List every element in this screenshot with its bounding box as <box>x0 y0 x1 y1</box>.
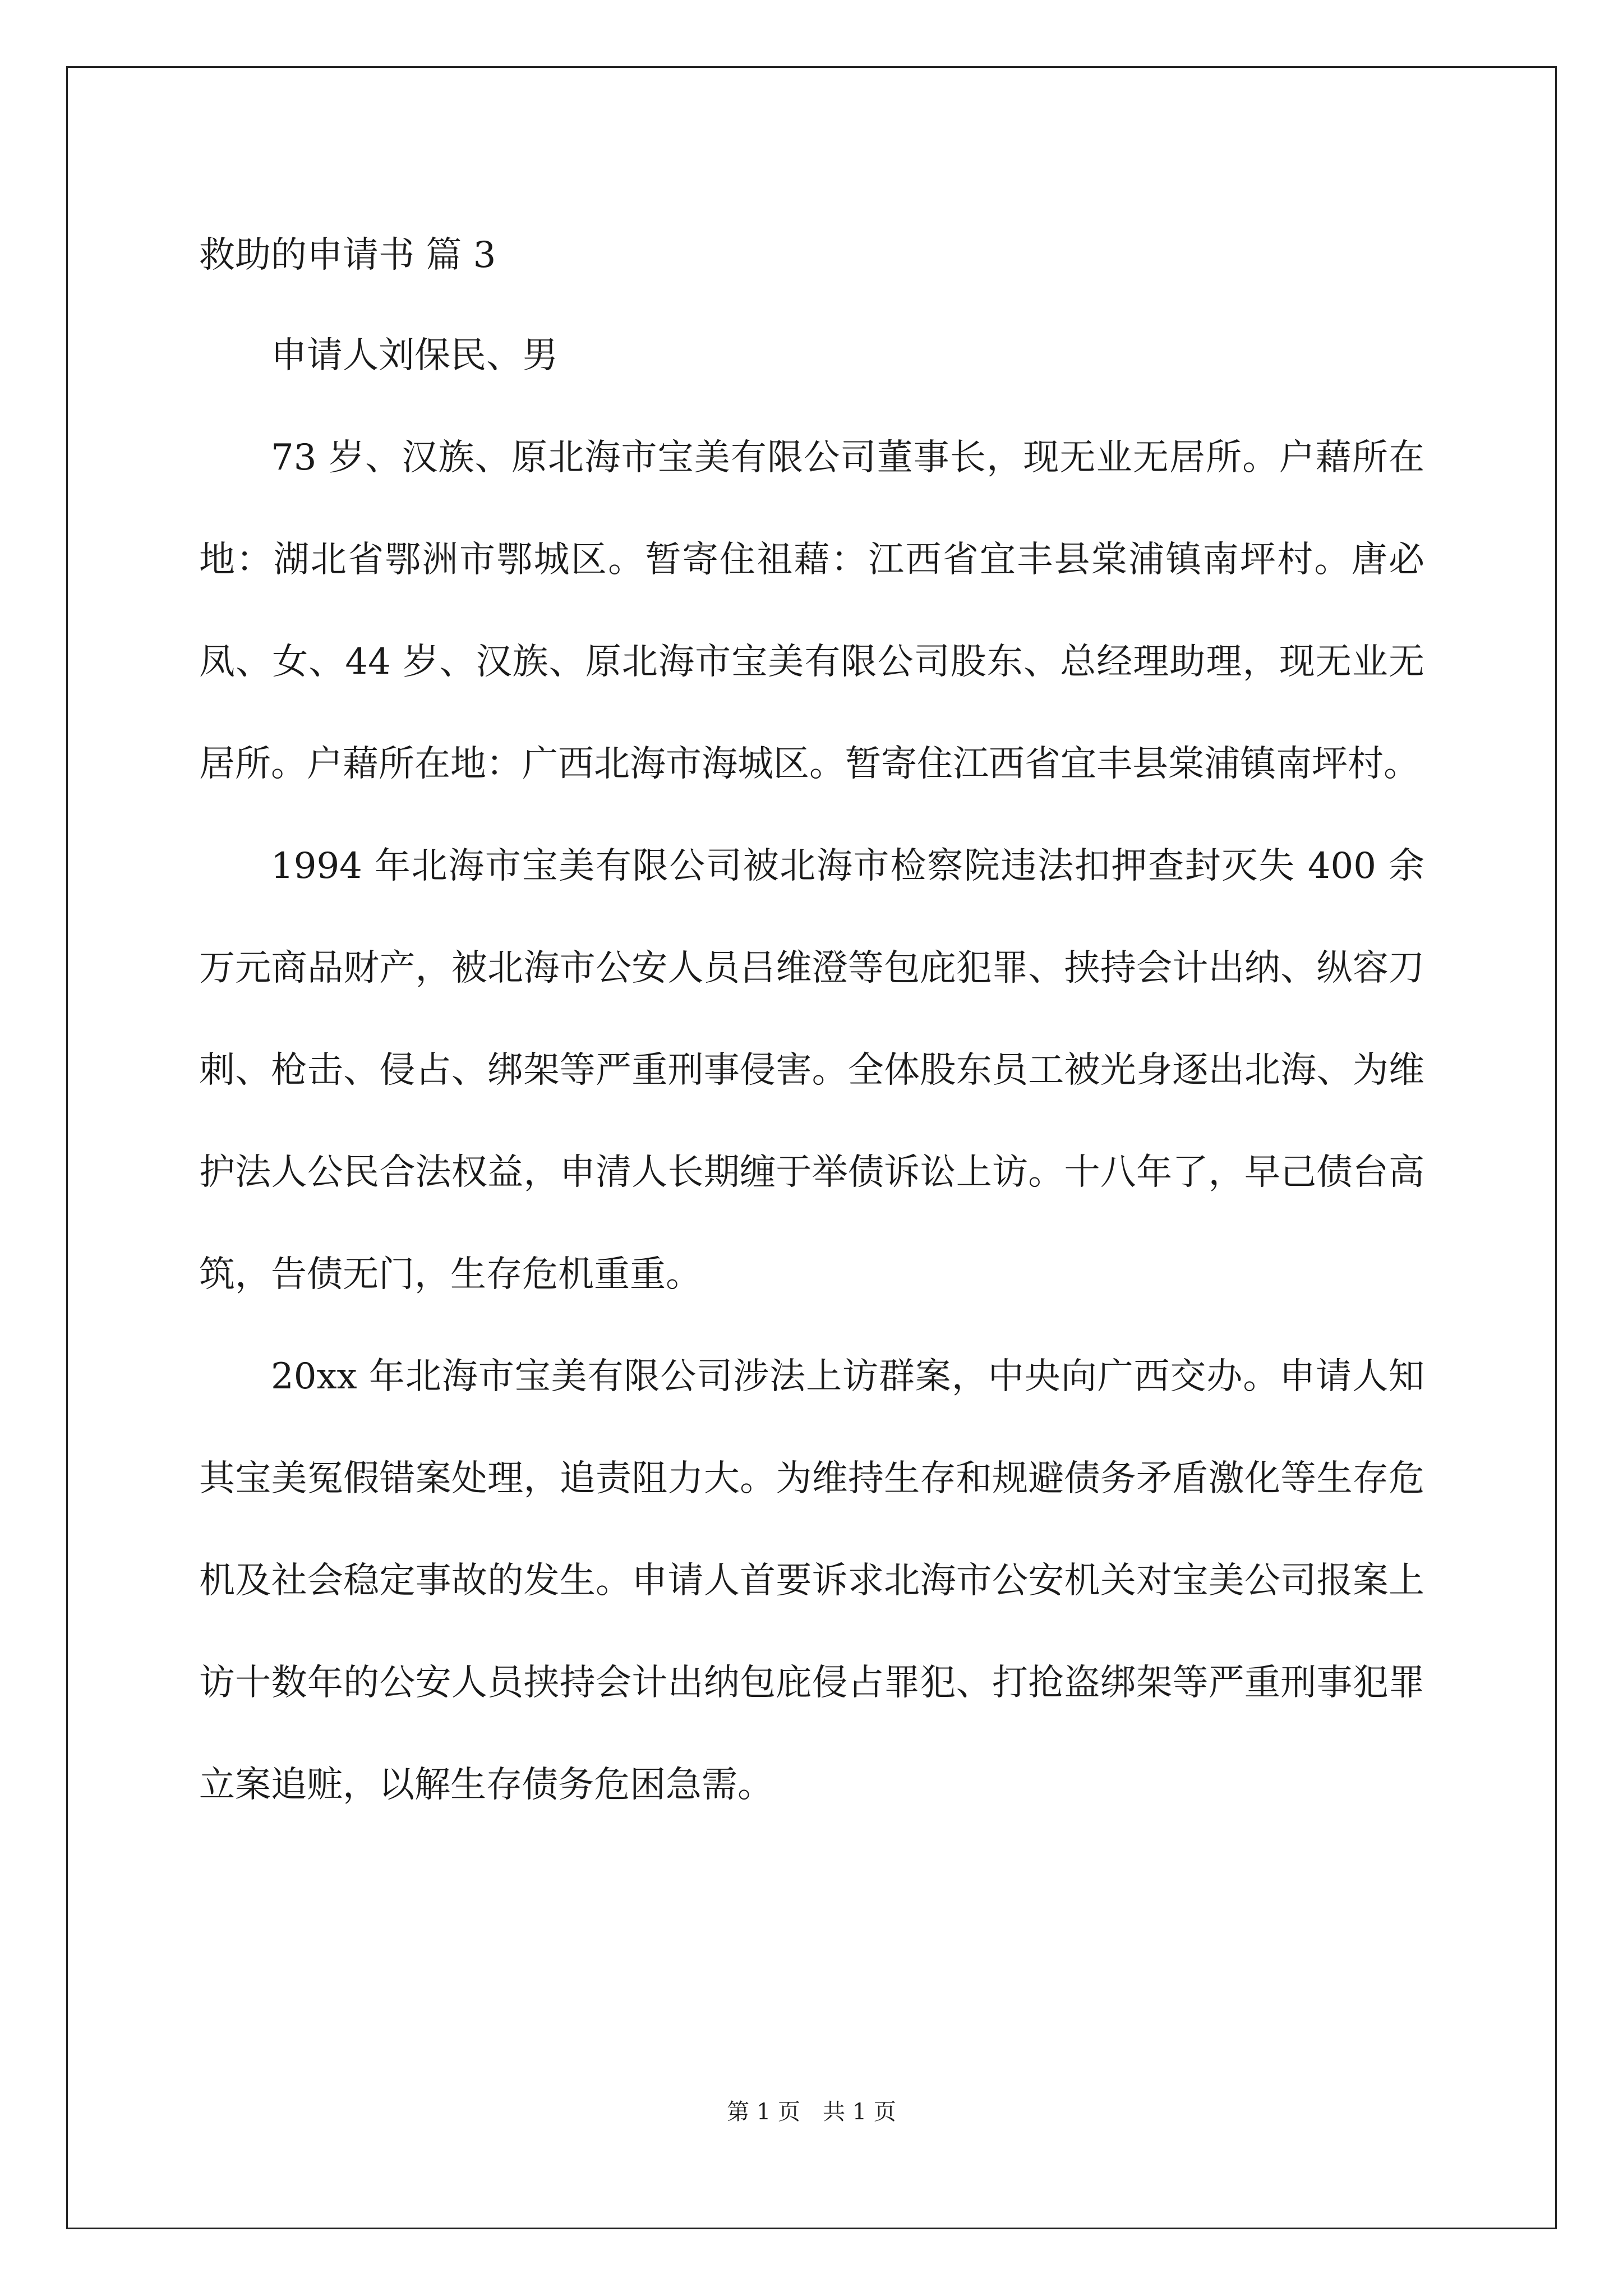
paragraph-applicant-details: 73 岁、汉族、原北海市宝美有限公司董事长，现无业无居所。户藉所在地：湖北省鄂洲市鄂城区。暂寄住祖藉：江西省宜丰县棠浦镇南坪村。唐必凤、女、44 岁、汉族、原北海市宝美有限公司股东、总经理助理，现无业无居所。户藉所在地：广西北海市海城区。暂寄住江西省宜丰县棠浦镇南坪村。 <box>199 437 1424 785</box>
page-number-current: 第 1 页 <box>727 2099 800 2125</box>
paragraph-request: 20xx 年北海市宝美有限公司涉法上访群案，中央向广西交办。申请人知其宝美冤假错案处理，追责阻力大。为维持生存和规避债务矛盾激化等生存危机及社会稳定事故的发生。申请人首要诉求北海市公安机关对宝美公司报案上访十数年的公安人员挟持会计出纳包庇侵占罪犯、打抢盗绑架等严重刑事犯罪立案追赃，以解生存债务危困急需。 <box>199 1356 1424 1806</box>
document-heading: 救助的申请书 篇 3 <box>199 234 496 276</box>
paragraph-applicant: 申请人刘保民、男 <box>271 335 558 376</box>
paragraph-1994-incident: 1994 年北海市宝美有限公司被北海市检察院违法扣押查封灭失 400 余万元商品财产，被北海市公安人员吕维澄等包庇犯罪、挟持会计出纳、纵容刀刺、枪击、侵占、绑架等严重刑事侵害。全体股东员工被光身逐出北海、为维护法人公民合法权益，申清人长期缠于举债诉讼上访。十八年了，早己债台高筑，告债无门，生存危机重重。 <box>199 845 1424 1295</box>
page-footer <box>0 2095 1623 2129</box>
page-number-total: 共 1 页 <box>823 2099 896 2125</box>
document-body <box>199 222 1424 1836</box>
